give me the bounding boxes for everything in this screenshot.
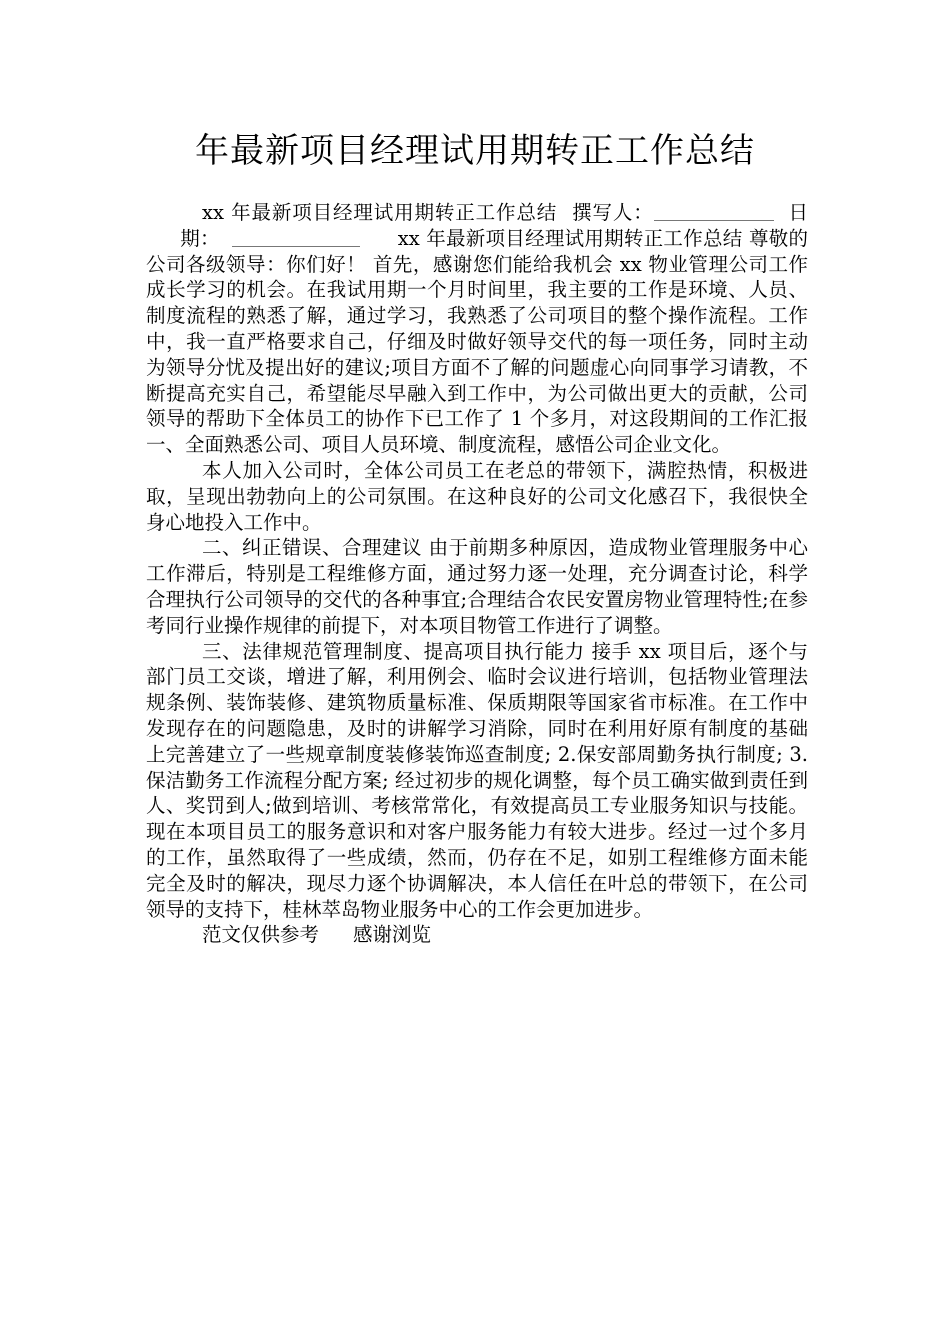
date-blank: [232, 227, 360, 247]
paragraph-management: 三、法律规范管理制度、提高项目执行能力 接手 xx 项目后，逐个与部门员工交谈，增进了解，利用例会、临时会议进行培训，包括物业管理法规条例、装饰装修、建筑物质量标准、保质期限等国家省市标准。在工作中发现存在的问题隐患，及时的讲解学习消除，同时在利用好原有制度的基础上完善建立了一些规章制度装修装饰巡查制度; 2.保安部周勤务执行制度; 3.保洁勤务工作流程分配方案; 经过初步的规化调整，每个员工确实做到责任到人、奖罚到人;做到培训、考核常常化，有效提高员工专业服务知识与技能。现在本项目员工的服务意识和对客户服务能力有较大进步。经过一过个多月的工作，虽然取得了一些成绩，然而，仍存在不足，如别工程维修方面未能完全及时的解决，现尽力逐个协调解决，本人信任在叶总的带领下，在公司领导的支持下，桂林萃岛物业服务中心的工作会更加进步。: [146, 639, 808, 921]
document-body: [146, 200, 808, 948]
document-title: 年最新项目经理试用期转正工作总结: [195, 131, 755, 171]
header-doc-name: xx 年最新项目经理试用期转正工作总结: [202, 201, 558, 224]
author-blank: [654, 201, 754, 221]
header-line: [146, 200, 808, 458]
date-label-1: 日: [787, 201, 808, 224]
author-blank-continued: [754, 201, 774, 221]
footer-note-left: 范文仅供参考: [202, 923, 320, 947]
author-label: 撰写人：: [571, 201, 654, 224]
paragraph-culture: 本人加入公司时，全体公司员工在老总的带领下，满腔热情，积极进取，呈现出勃勃向上的公司氛围。在这种良好的公司文化感召下，我很快全身心地投入工作中。: [146, 458, 808, 534]
date-label-2: 期：: [180, 226, 220, 250]
footer-note-right: 感谢浏览: [353, 923, 432, 947]
paragraph-intro: 结 尊敬的公司各级领导：你们好！ 首先，感谢您们能给我机会 xx 物业管理公司工作成长学习的机会。在我试用期一个月时间里，我主要的工作是环境、人员、制度流程的熟悉了解，通过学习，我熟悉了公司项目的整个操作流程。工作中，我一直严格要求自己，仔细及时做好领导交代的每一项任务，同时主动为领导分忧及提出好的建议;项目方面不了解的问题虚心向同事学习请教，不断提高充实自己，希望能尽早融入到工作中，为公司做出更大的贡献，公司领导的帮助下全体员工的协作下已工作了 1 个多月，对这段期间的工作汇报 一、全面熟悉公司、项目人员环境、制度流程，感悟公司企业文化。: [146, 226, 808, 457]
paragraph-corrections: 二、纠正错误、合理建议 由于前期多种原因，造成物业管理服务中心工作滞后，特别是工程维修方面，通过努力逐一处理，充分调查讨论，科学合理执行公司领导的交代的各种事宜;合理结合农民安置房物业管理特性;在参考同行业操作规律的前提下，对本项目物管工作进行了调整。: [146, 536, 808, 637]
footer-note: [146, 922, 808, 948]
header-doc-name-repeat: xx 年最新项目经理试用期转正工作总: [397, 226, 723, 250]
